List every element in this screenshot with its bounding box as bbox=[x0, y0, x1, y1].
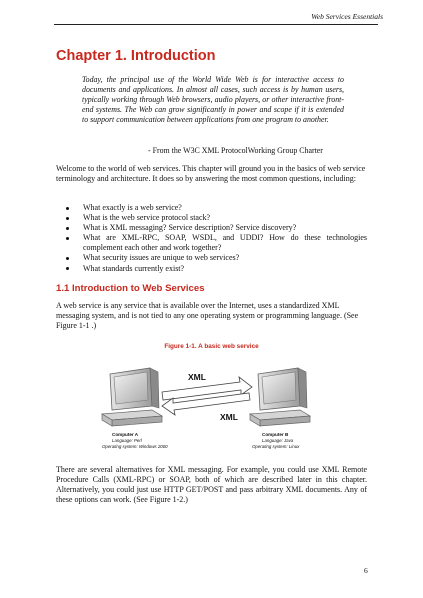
intro-paragraph: Welcome to the world of web services. This chapter will ground you in the basics of web service terminology and architecture. It does so by answering the most common questions, including: bbox=[56, 164, 366, 184]
arrow-bottom-label: XML bbox=[220, 412, 238, 422]
closing-paragraph: There are several alternatives for XML messaging. For example, you could use XML Remote Procedure Calls (XML-RPC) or SOAP, both of which are described later in this chapter. Alternatively, you could just use HTTP GET/POST and pass arbitrary XML documents. Any of these options can work. (See Figure 1-2.) bbox=[56, 465, 367, 505]
running-header: Web Services Essentials bbox=[311, 12, 383, 21]
computer-a-name: Computer A bbox=[112, 432, 139, 437]
list-item: What standards currently exist? bbox=[64, 264, 367, 274]
computer-a-language: Language: Perl bbox=[112, 438, 142, 443]
arrow-top-label: XML bbox=[188, 372, 206, 382]
section-body: A web service is any service that is available over the Internet, uses a standardized XML messaging system, and is not tied to any one operating system or programming language. (See Figure 1-1 .) bbox=[56, 301, 359, 331]
computer-b-os: Operating system: Linux bbox=[252, 444, 300, 449]
section-heading: 1.1 Introduction to Web Services bbox=[56, 283, 205, 294]
epigraph-source: - From the W3C XML ProtocolWorking Group Charter bbox=[148, 146, 323, 155]
figure-diagram bbox=[92, 360, 332, 456]
list-item: What are XML-RPC, SOAP, WSDL, and UDDI? How do these technologies complement each other and work together? bbox=[64, 233, 367, 253]
computer-b-name: Computer B bbox=[262, 432, 289, 437]
header-rule bbox=[54, 24, 378, 25]
list-item: What is the web service protocol stack? bbox=[64, 213, 367, 223]
question-list bbox=[64, 203, 367, 274]
computer-a-os: Operating system: Windows 2000 bbox=[102, 444, 168, 449]
page-number: 6 bbox=[364, 566, 368, 575]
computer-a-icon bbox=[102, 368, 162, 426]
figure-caption: Figure 1-1. A basic web service bbox=[164, 343, 259, 350]
list-item: What security issues are unique to web services? bbox=[64, 253, 367, 263]
computer-b-language: Language: Java bbox=[262, 438, 294, 443]
web-service-figure bbox=[92, 360, 332, 456]
epigraph-quote: Today, the principal use of the World Wide Web is for interactive access to documents and applications. In almost all cases, such access is by human users, typically working through Web browsers, audio players, or other interactive front-end systems. The Web can grow significantly in power and scope if it is extended to support communication between applications from one program to another. bbox=[82, 75, 344, 125]
list-item: What exactly is a web service? bbox=[64, 203, 367, 213]
computer-b-icon bbox=[250, 368, 310, 426]
chapter-title: Chapter 1. Introduction bbox=[56, 48, 216, 64]
list-item: What is XML messaging? Service description? Service discovery? bbox=[64, 223, 367, 233]
